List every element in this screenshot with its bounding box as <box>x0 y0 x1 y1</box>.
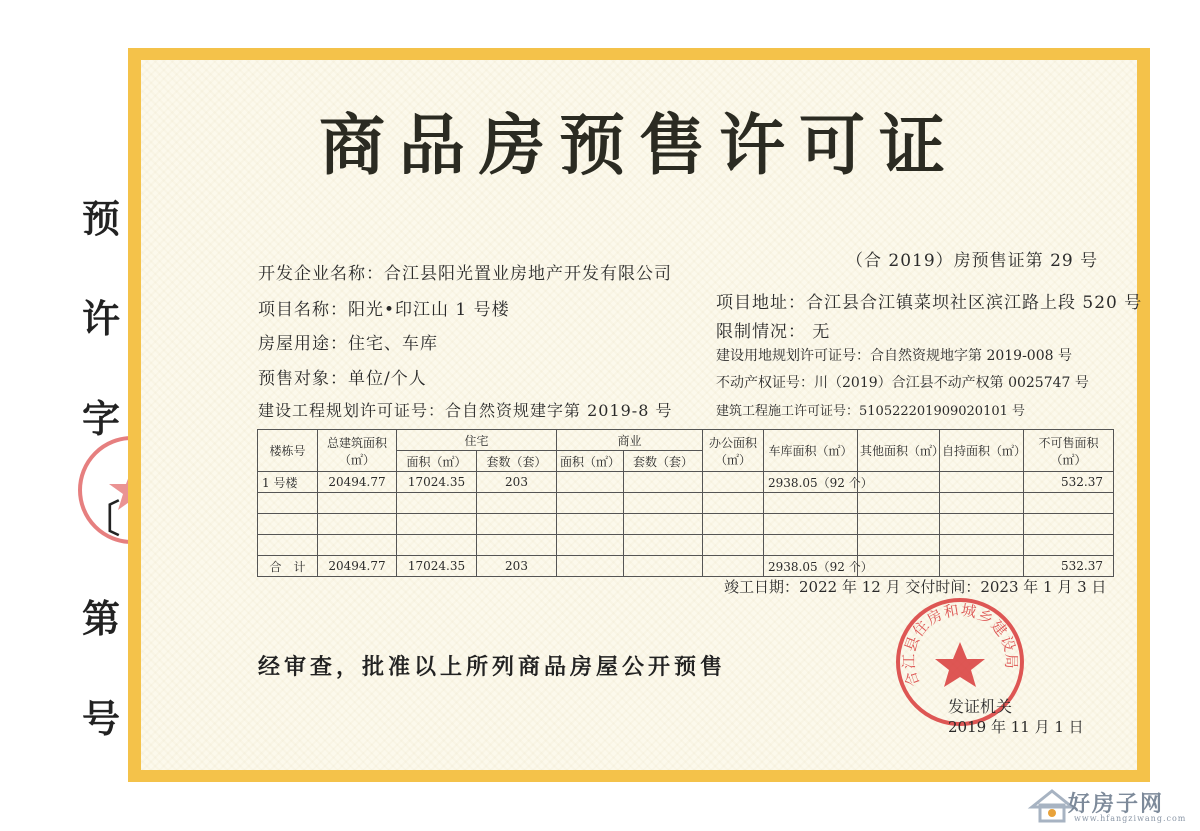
issuer: 发证机关 <box>948 697 1013 716</box>
developer-name: 开发企业名称：合江县阳光置业房地产开发有限公司 <box>258 264 672 284</box>
cell-total-label: 合 计 <box>258 556 318 577</box>
header-com-units: 套数（套） <box>624 451 703 472</box>
table-row <box>258 535 1114 556</box>
cell-building: 1 号楼 <box>258 472 318 493</box>
header-office <box>703 430 764 472</box>
header-text: 办公面积 <box>709 435 758 450</box>
cell-res-units: 203 <box>477 556 557 577</box>
header-total-area <box>318 430 397 472</box>
completion-dates: 竣工日期：2022 年 12 月 交付时间：2023 年 1 月 3 日 <box>724 578 1107 596</box>
project-address: 项目地址：合江县合江镇菜坝社区滨江路上段 520 号 <box>716 293 1143 313</box>
cell-garage: 2938.05（92 个） <box>764 472 858 493</box>
cell-com-area <box>557 556 624 577</box>
cell-total-area: 20494.77 <box>318 472 397 493</box>
project-name: 项目名称：阳光•印江山 1 号楼 <box>258 300 510 320</box>
seal-text: 合江县住房和城乡建设局 <box>899 600 1021 690</box>
construction-permit: 建筑工程施工许可证号：510522201909020101 号 <box>716 404 1026 419</box>
header-building: 楼栋号 <box>258 430 318 472</box>
certificate-number: （合 2019）房预售证第 29 号 <box>846 251 1099 271</box>
issue-date: 2019 年 11 月 1 日 <box>948 718 1084 736</box>
cell-office <box>703 472 764 493</box>
stub-char: 第 <box>82 596 121 641</box>
house-usage: 房屋用途：住宅、车库 <box>258 334 438 354</box>
header-text: 总建筑面积 <box>326 435 387 450</box>
table-row <box>258 514 1114 535</box>
header-self-use: 自持面积（㎡） <box>940 430 1024 472</box>
header-commercial: 商业 <box>557 430 703 451</box>
cell-garage: 2938.05（92 个） <box>764 556 858 577</box>
watermark-url: www.hfangziwang.com <box>1074 814 1187 823</box>
header-res-units: 套数（套） <box>477 451 557 472</box>
cell-res-area: 17024.35 <box>397 556 477 577</box>
cell-self-use <box>940 472 1024 493</box>
cell-res-units: 203 <box>477 472 557 493</box>
area-table <box>257 429 1114 577</box>
cell-res-area: 17024.35 <box>397 472 477 493</box>
table-row <box>258 472 1114 493</box>
restriction: 限制情况： 无 <box>716 322 831 342</box>
stub-char: 许 <box>82 296 121 341</box>
cell-unsellable: 532.37 <box>1024 472 1114 493</box>
cell-unsellable: 532.37 <box>1024 556 1114 577</box>
header-unit: （㎡） <box>338 452 375 467</box>
header-res-area: 面积（㎡） <box>397 451 477 472</box>
property-cert: 不动产权证号：川（2019）合江县不动产权第 0025747 号 <box>716 375 1089 391</box>
table-total-row <box>258 556 1114 577</box>
presale-target: 预售对象：单位/个人 <box>258 369 427 389</box>
cell-office <box>703 556 764 577</box>
table-row <box>258 493 1114 514</box>
header-garage: 车库面积（㎡） <box>764 430 858 472</box>
plan-permit: 建设工程规划许可证号：合自然资规建字第 2019-8 号 <box>258 401 673 420</box>
stub-char: 〔 <box>82 496 121 541</box>
header-unit: （㎡） <box>1050 452 1087 467</box>
header-unsellable <box>1024 430 1114 472</box>
header-text: 不可售面积 <box>1038 435 1099 450</box>
stub-char: 字 <box>82 396 121 441</box>
cell-com-units <box>624 556 703 577</box>
header-com-area: 面积（㎡） <box>557 451 624 472</box>
table-header-row <box>258 430 1114 451</box>
watermark-text: 好房子网 <box>1068 791 1165 817</box>
land-permit: 建设用地规划许可证号：合自然资规地字第 2019-008 号 <box>716 348 1072 364</box>
header-residential: 住宅 <box>397 430 557 451</box>
cell-total-area: 20494.77 <box>318 556 397 577</box>
cell-com-area <box>557 472 624 493</box>
header-unit: （㎡） <box>715 452 752 467</box>
certificate-title: 商品房预售许可证 <box>319 107 959 184</box>
cell-com-units <box>624 472 703 493</box>
cell-self-use <box>940 556 1024 577</box>
header-other: 其他面积（㎡） <box>858 430 940 472</box>
approval-statement: 经审查，批准以上所列商品房屋公开预售 <box>258 655 727 680</box>
stub-char: 预 <box>82 196 121 241</box>
stub-char: 号 <box>82 696 121 741</box>
